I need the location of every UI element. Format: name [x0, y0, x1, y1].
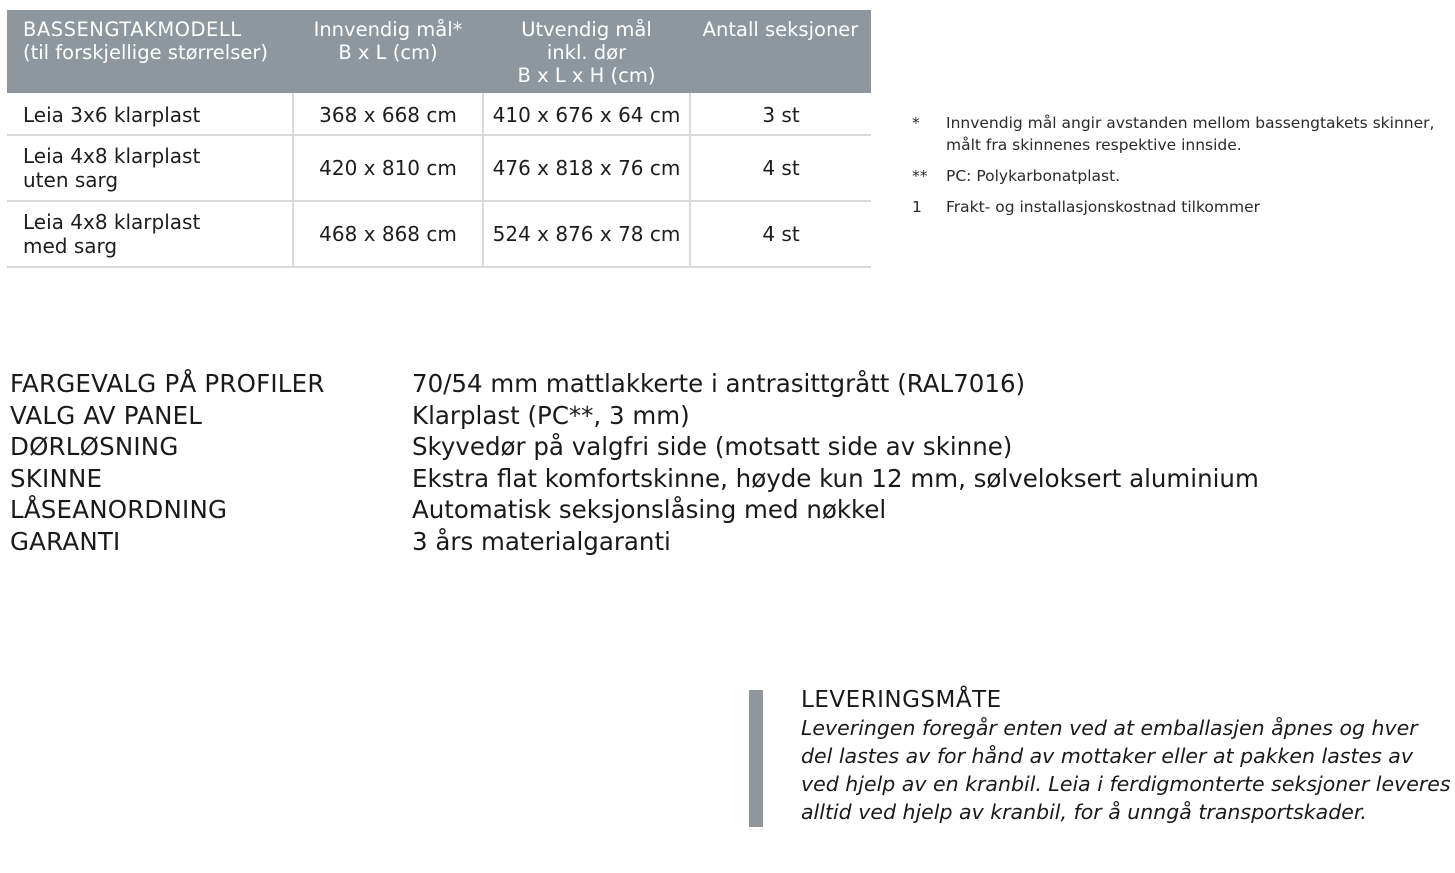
property-row: [10, 431, 1259, 463]
footnote-mark: **: [912, 167, 928, 185]
property-row: [10, 463, 1259, 495]
property-value: Klarplast (PC**, 3 mm): [412, 400, 690, 430]
header-model: BASSENGTAKMODELL (til forskjellige størrelser): [7, 10, 293, 93]
property-row: [10, 368, 1259, 400]
property-label: GARANTI: [10, 526, 121, 556]
sections-cell: 3 st: [690, 93, 871, 135]
footnote: [912, 165, 1442, 187]
inner-size-cell: 468 x 868 cm: [293, 201, 483, 267]
sections-cell: 4 st: [690, 201, 871, 267]
header-inner-size: Innvendig mål* B x L (cm): [293, 10, 483, 93]
sections-cell: 4 st: [690, 135, 871, 201]
size-table: [7, 10, 871, 268]
outer-size-cell: 524 x 876 x 78 cm: [483, 201, 690, 267]
header-sections: Antall seksjoner: [690, 10, 871, 93]
table-row: [7, 93, 871, 135]
property-value: 3 års materialgaranti: [412, 526, 671, 556]
footnote-text: Frakt- og installasjonskostnad tilkommer: [946, 198, 1260, 216]
inner-size-cell: 420 x 810 cm: [293, 135, 483, 201]
model-cell: Leia 3x6 klarplast: [7, 93, 293, 135]
footnotes: [912, 112, 1442, 227]
property-value: 70/54 mm mattlakkerte i antrasittgrått (RAL7016): [412, 369, 1026, 398]
outer-size-cell: 476 x 818 x 76 cm: [483, 135, 690, 201]
property-label: VALG AV PANEL: [10, 400, 203, 430]
table-header-row: [7, 10, 871, 93]
footnote: [912, 196, 1442, 218]
delivery-text: Leveringen foregår enten ved at emballasjen åpnes og hver del lastes av for hånd av mottaker eller at pakken lastes av ved hjelp av en kranbil. Leia i ferdigmonterte seksjoner leveres alltid ved hjelp av kranbil, for å unngå transportskader.: [801, 716, 1451, 824]
model-cell: Leia 4x8 klarplast med sarg: [7, 201, 293, 267]
footnote-text: PC: Polykarbonatplast.: [946, 167, 1121, 185]
property-label: FARGEVALG PÅ PROFILER: [10, 369, 325, 398]
delivery-title: LEVERINGSMÅTE: [801, 687, 1002, 713]
table-row: [7, 135, 871, 201]
property-label: LÅSEANORDNING: [10, 495, 228, 525]
property-row: [10, 526, 1259, 558]
footnote-mark: *: [912, 114, 920, 132]
property-row: [10, 400, 1259, 432]
property-value: Automatisk seksjonslåsing med nøkkel: [412, 495, 887, 525]
table-row: [7, 201, 871, 267]
delivery-section: [801, 686, 1455, 826]
property-label: DØRLØSNING: [10, 432, 179, 462]
footnote-text: Innvendig mål angir avstanden mellom bassengtakets skinner, målt fra skinnenes respektive innside.: [946, 114, 1435, 154]
footnote-mark: 1: [912, 198, 922, 216]
property-list: [10, 368, 1259, 558]
delivery-accent-bar: [749, 690, 763, 827]
model-cell: Leia 4x8 klarplast uten sarg: [7, 135, 293, 201]
property-row: [10, 494, 1259, 526]
property-value: Ekstra flat komfortskinne, høyde kun 12 mm, sølveloksert aluminium: [412, 463, 1259, 493]
footnote: [912, 112, 1442, 156]
inner-size-cell: 368 x 668 cm: [293, 93, 483, 135]
outer-size-cell: 410 x 676 x 64 cm: [483, 93, 690, 135]
header-outer-size: Utvendig mål inkl. dør B x L x H (cm): [483, 10, 690, 93]
property-label: SKINNE: [10, 463, 103, 493]
property-value: Skyvedør på valgfri side (motsatt side av skinne): [412, 432, 1013, 462]
